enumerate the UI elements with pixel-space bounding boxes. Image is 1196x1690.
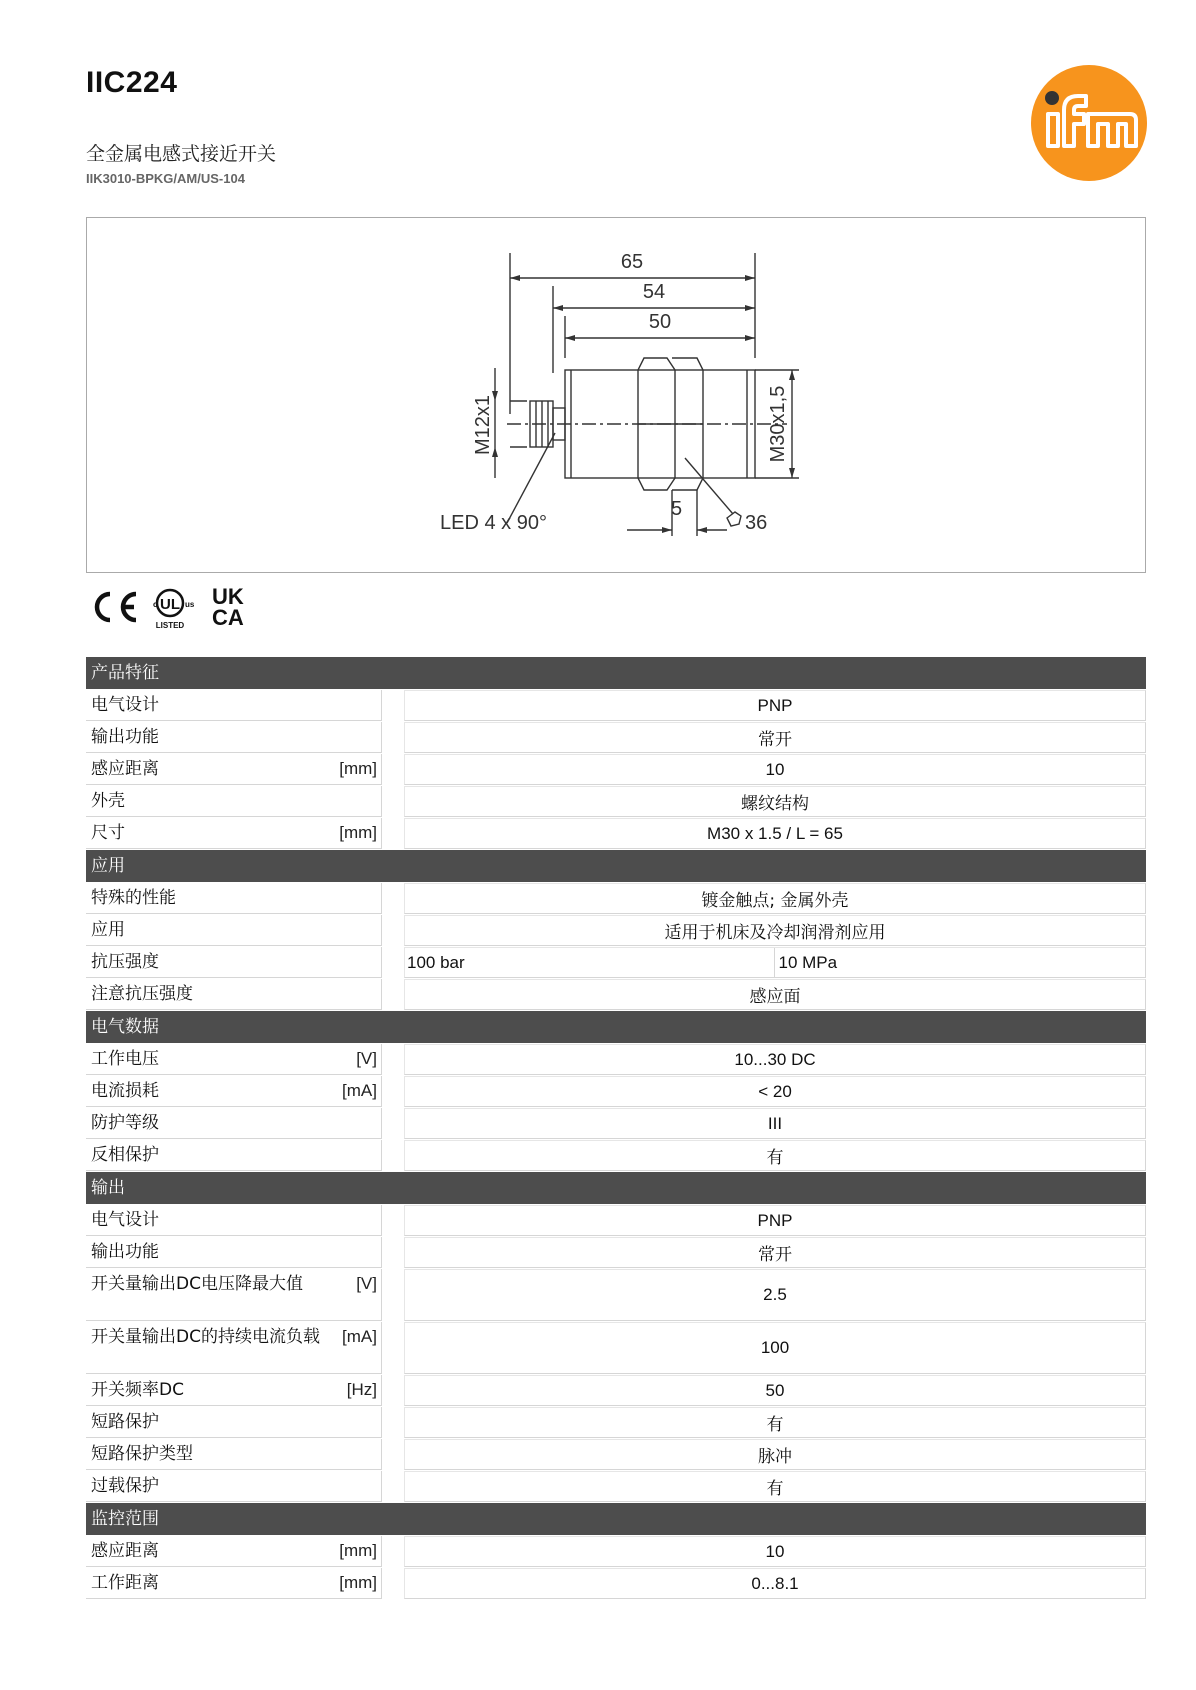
- spec-value: 0...8.1: [404, 1568, 1146, 1599]
- spec-row: [86, 1536, 1146, 1567]
- spec-label-cell: [86, 1375, 382, 1406]
- spec-unit: [V]: [356, 1274, 377, 1293]
- spec-label: 输出功能: [91, 727, 159, 747]
- spec-label-cell: [86, 1269, 382, 1321]
- spec-value: 感应面: [404, 979, 1146, 1010]
- dim-m30: M30x1,5: [767, 385, 789, 463]
- certification-marks: [92, 582, 272, 632]
- spec-value: PNP: [404, 1205, 1146, 1236]
- spec-value: 镀金触点; 金属外壳: [404, 883, 1146, 914]
- section-header: 电气数据: [86, 1011, 1146, 1043]
- spec-label: 工作电压: [91, 1049, 159, 1069]
- spec-row: [86, 979, 1146, 1010]
- spec-label-cell: [86, 690, 382, 721]
- spec-label-cell: [86, 947, 382, 978]
- spec-value: M30 x 1.5 / L = 65: [404, 818, 1146, 849]
- spec-label: 电气设计: [91, 695, 159, 715]
- spec-row: [86, 1044, 1146, 1075]
- spec-label: 尺寸: [91, 823, 125, 843]
- spec-label-cell: [86, 1205, 382, 1236]
- spec-label: 外壳: [91, 791, 125, 811]
- product-title: IIC224: [86, 66, 178, 99]
- spec-value: 有: [404, 1407, 1146, 1438]
- ifm-logo: [1030, 64, 1148, 182]
- spec-row: [86, 1439, 1146, 1470]
- spec-unit: [mm]: [339, 1573, 377, 1592]
- spec-value-part: 10 MPa: [774, 948, 1146, 977]
- section-header: 输出: [86, 1172, 1146, 1204]
- svg-text:UK: UK: [212, 584, 244, 609]
- spec-label-cell: [86, 754, 382, 785]
- spec-label-cell: [86, 1407, 382, 1438]
- spec-label: 开关量输出DC电压降最大值: [91, 1274, 303, 1294]
- spec-value: 常开: [404, 1237, 1146, 1268]
- spec-label: 反相保护: [91, 1145, 159, 1165]
- spec-value: 50: [404, 1375, 1146, 1406]
- spec-label-cell: [86, 915, 382, 946]
- ukca-mark-icon: [212, 584, 244, 630]
- spec-row: [86, 722, 1146, 753]
- svg-text:c: c: [153, 600, 158, 609]
- spec-label: 特殊的性能: [91, 888, 176, 908]
- section-header: 产品特征: [86, 657, 1146, 689]
- spec-label-cell: [86, 1108, 382, 1139]
- spec-value: 有: [404, 1471, 1146, 1502]
- spec-label: 应用: [91, 920, 125, 940]
- spec-value: 脉冲: [404, 1439, 1146, 1470]
- svg-text:us: us: [185, 600, 195, 609]
- product-subtitle: 全金属电感式接近开关: [86, 143, 277, 165]
- spec-label-cell: [86, 818, 382, 849]
- spec-label: 短路保护类型: [91, 1444, 193, 1464]
- spec-label-cell: [86, 722, 382, 753]
- spec-label: 工作距离: [91, 1573, 159, 1593]
- spec-label-cell: [86, 1322, 382, 1374]
- spec-label-cell: [86, 1471, 382, 1502]
- spec-row: [86, 786, 1146, 817]
- specification-table: [86, 657, 1146, 1600]
- spec-value: PNP: [404, 690, 1146, 721]
- spec-unit: [mA]: [342, 1327, 377, 1346]
- spec-row: [86, 1322, 1146, 1374]
- section-header: 监控范围: [86, 1503, 1146, 1535]
- spec-row: [86, 754, 1146, 785]
- spec-value: 常开: [404, 722, 1146, 753]
- spec-value: 10: [404, 1536, 1146, 1567]
- svg-text:CA: CA: [212, 605, 244, 630]
- spec-label: 感应距离: [91, 1541, 159, 1561]
- spec-row: [86, 1076, 1146, 1107]
- spec-label: 短路保护: [91, 1412, 159, 1432]
- led-label: LED 4 x 90°: [440, 512, 547, 534]
- culus-listed-icon: [153, 590, 195, 630]
- spec-row: [86, 1108, 1146, 1139]
- dim-50: 50: [648, 311, 672, 333]
- spec-label: 开关量输出DC的持续电流负载: [91, 1327, 320, 1347]
- spec-label: 电气设计: [91, 1210, 159, 1230]
- spec-value: 10: [404, 754, 1146, 785]
- spec-value: 有: [404, 1140, 1146, 1171]
- spec-label: 输出功能: [91, 1242, 159, 1262]
- spec-row: [86, 1407, 1146, 1438]
- spec-label-cell: [86, 979, 382, 1010]
- spec-value: 10...30 DC: [404, 1044, 1146, 1075]
- spec-label: 开关频率DC: [91, 1380, 184, 1400]
- spec-unit: [mm]: [339, 823, 377, 842]
- spec-row: [86, 1205, 1146, 1236]
- spec-label-cell: [86, 1568, 382, 1599]
- spec-label-cell: [86, 1536, 382, 1567]
- svg-text:LISTED: LISTED: [155, 621, 185, 630]
- spec-row: [86, 883, 1146, 914]
- spec-label: 注意抗压强度: [91, 984, 193, 1004]
- spec-row: [86, 1568, 1146, 1599]
- spec-value: 100: [404, 1322, 1146, 1374]
- section-header: 应用: [86, 850, 1146, 882]
- spec-label-cell: [86, 1140, 382, 1171]
- dim-65: 65: [620, 251, 644, 273]
- dimension-drawing: [86, 217, 1146, 573]
- spec-label-cell: [86, 1439, 382, 1470]
- spec-value: 适用于机床及冷却润滑剂应用: [404, 915, 1146, 946]
- ce-mark-icon: [97, 594, 136, 620]
- spec-row: [86, 1269, 1146, 1321]
- spec-label-cell: [86, 883, 382, 914]
- spec-value: [404, 947, 1146, 978]
- spec-value: 2.5: [404, 1269, 1146, 1321]
- dim-54: 54: [642, 281, 666, 303]
- spec-unit: [V]: [356, 1049, 377, 1068]
- spec-value: < 20: [404, 1076, 1146, 1107]
- spec-label: 防护等级: [91, 1113, 159, 1133]
- spec-row: [86, 1237, 1146, 1268]
- spec-label-cell: [86, 1044, 382, 1075]
- dim-5: 5: [671, 498, 683, 520]
- spec-value: 螺纹结构: [404, 786, 1146, 817]
- spec-label: 电流损耗: [91, 1081, 159, 1101]
- dim-36: 36: [745, 512, 768, 534]
- spec-row: [86, 947, 1146, 978]
- spec-value: III: [404, 1108, 1146, 1139]
- svg-text:UL: UL: [160, 596, 180, 613]
- spec-row: [86, 1140, 1146, 1171]
- spec-unit: [mm]: [339, 759, 377, 778]
- spec-label: 过载保护: [91, 1476, 159, 1496]
- spec-label-cell: [86, 786, 382, 817]
- spec-row: [86, 690, 1146, 721]
- spec-row: [86, 1471, 1146, 1502]
- spec-unit: [Hz]: [346, 1380, 377, 1399]
- spec-label: 抗压强度: [91, 952, 159, 972]
- spec-value-part: 100 bar: [407, 952, 465, 972]
- spec-label-cell: [86, 1237, 382, 1268]
- spec-row: [86, 1375, 1146, 1406]
- dim-m12: M12x1: [472, 394, 494, 456]
- spec-unit: [mm]: [339, 1541, 377, 1560]
- article-number: IIK3010-BPKG/AM/US-104: [86, 171, 245, 186]
- spec-label: 感应距离: [91, 759, 159, 779]
- spec-row: [86, 915, 1146, 946]
- spec-row: [86, 818, 1146, 849]
- spec-unit: [mA]: [342, 1081, 377, 1100]
- spec-label-cell: [86, 1076, 382, 1107]
